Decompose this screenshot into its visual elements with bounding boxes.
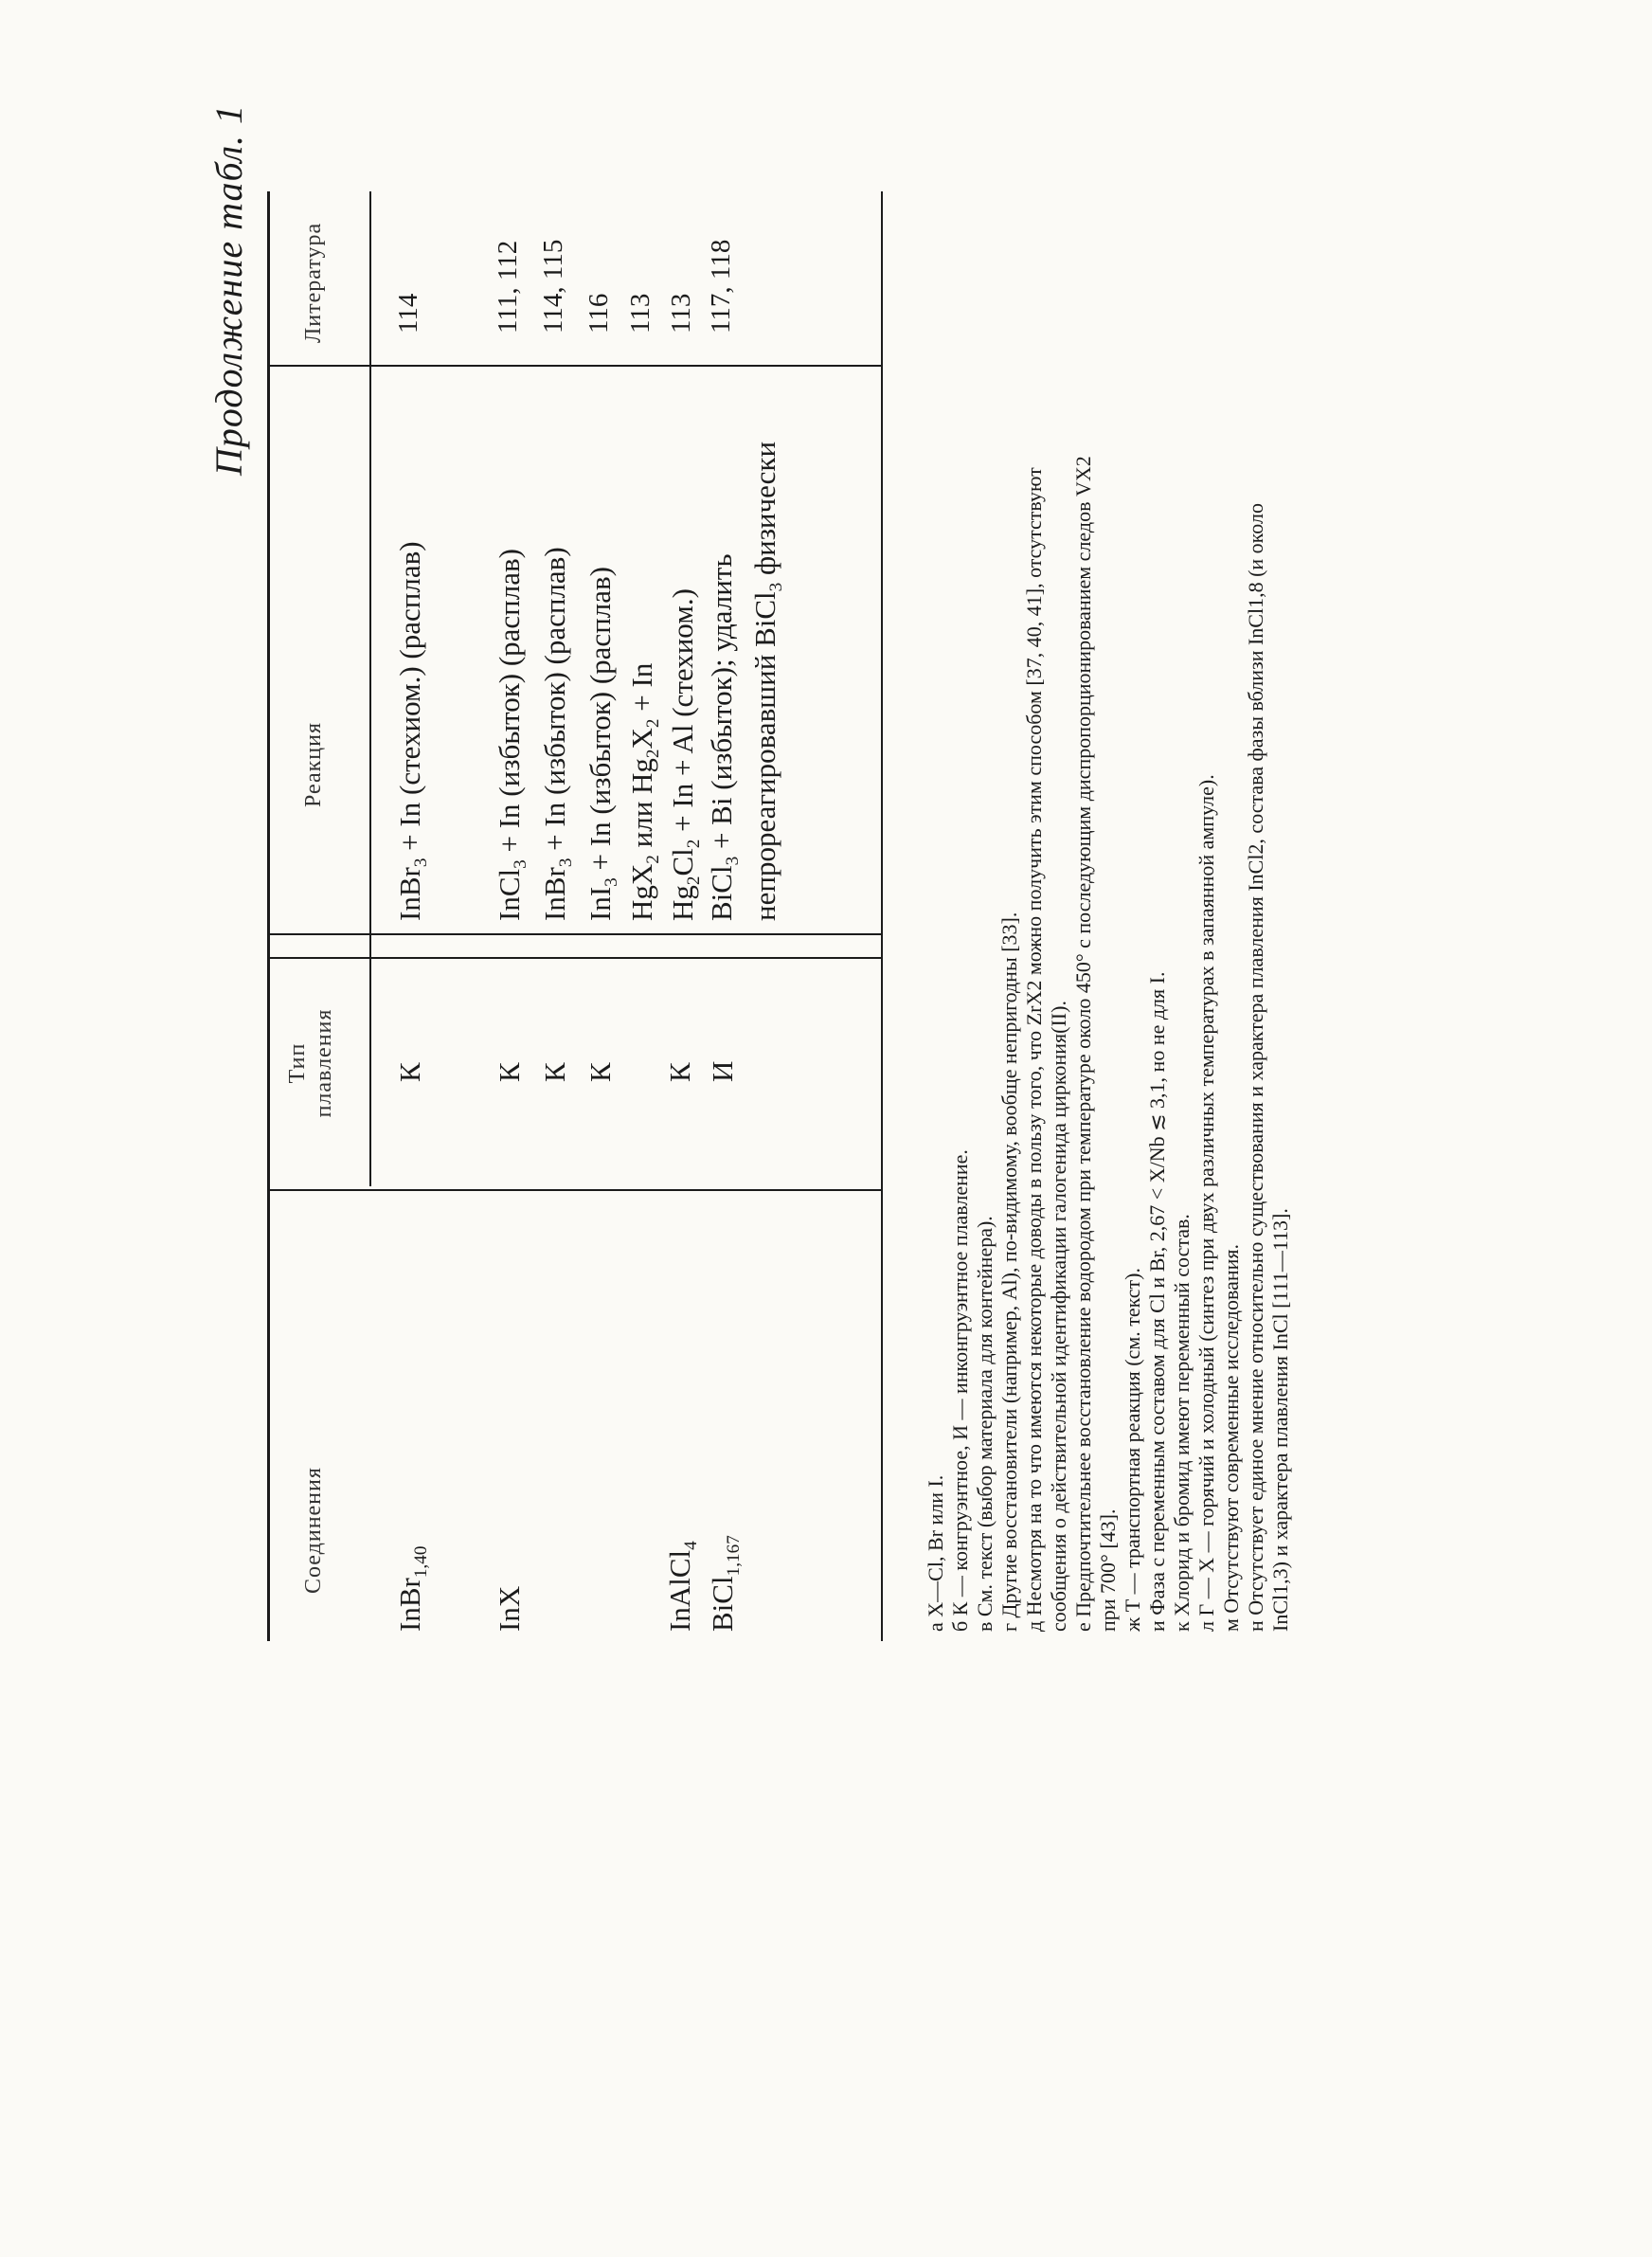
reaction-row-7: BiCl$_3$ + Bi (избыток); удалить непрореагировавший BiCl$_3$ физически [705, 441, 787, 921]
footnote-e-cont: при 700° [43]. [1096, 1508, 1120, 1632]
reaction-row-5: HgX$_2$ или $Hg_2X_2 + In$ [625, 662, 664, 921]
lit-row-3: 114, 115 [538, 239, 568, 334]
col-divider-type [267, 957, 883, 959]
footnote-g: г Другие восстановители (например, Al), по-видимому, вообще непригодны [33]. [997, 912, 1021, 1632]
col-divider-reaction-left [267, 933, 883, 935]
compound-bicl167: BiCl$_{1,167}$ [706, 1535, 745, 1632]
lit-row-2: 111, 112 [493, 240, 523, 334]
footnote-i: и Фаза с переменным составом для Cl и Br, 2,67 < X/Nb ≲ 3,1, но не для I. [1145, 971, 1169, 1632]
type-row-4: К [584, 1062, 617, 1082]
type-row-3: К [538, 1062, 571, 1082]
lit-row-7: 117, 118 [706, 239, 736, 334]
lit-row-4: 116 [584, 293, 614, 334]
footnote-l: л Г — X — горячий и холодный (синтез при двух различных температурах в запаянной ампуле). [1194, 774, 1218, 1632]
header-melting-type: Тип плавления [285, 1008, 336, 1118]
footnote-zh: ж Т — транспортная реакция (см. текст). [1121, 1268, 1144, 1632]
type-row-6: К [663, 1062, 696, 1082]
compound-inx: InX [493, 1585, 526, 1632]
header-reaction: Реакция [301, 721, 326, 807]
footnotes [924, 97, 1293, 1632]
lit-row-5: 113 [625, 293, 655, 334]
reaction-row-1: InBr$_3$ + In (стехиом.) (расплав) [393, 541, 432, 921]
footnote-n-cont: InCl1,3) и характера плавления InCl [111—113]. [1268, 1208, 1292, 1632]
footnote-v: в См. текст (выбор материала для контейнера). [973, 1216, 997, 1632]
header-literature: Литература [301, 222, 326, 343]
col-divider-reaction [267, 365, 883, 367]
reaction-row-3: InBr$_3$ + In (избыток) (расплав) [538, 547, 577, 921]
footnote-a: а X—Cl, Br или I. [924, 1474, 947, 1632]
footnote-k: к Хлорид и бромид имеют переменный состав. [1170, 1214, 1194, 1632]
compound-inalcl4: InAlCl$_4$ [663, 1541, 702, 1632]
continuation-title: Продолжение табл. 1 [207, 103, 250, 476]
type-row-7: И [706, 1060, 739, 1082]
col-divider-compound [267, 1189, 883, 1191]
type-row-1: К [393, 1062, 426, 1082]
type-row-2: К [493, 1062, 526, 1082]
lit-row-1: 114 [393, 293, 423, 334]
footnote-e: е Предпочтительнее восстановление водородом при температуре около 450° с последующим диспропорционированием следов VX2 [1071, 456, 1095, 1632]
lit-row-6: 113 [666, 293, 696, 334]
reaction-row-6: $Hg_2Cl_2 + In + Al$ (стехиом.) [666, 588, 705, 921]
table-bottom-rule [881, 191, 883, 1641]
reaction-row-4: InI$_3$ + In (избыток) (расплав) [584, 567, 622, 921]
table-top-rule [267, 191, 270, 1641]
header-rule-right [369, 191, 371, 1186]
compound-inbr140: InBr$_{1,40}$ [393, 1545, 432, 1632]
header-compound: Соединения [301, 1467, 326, 1594]
footnote-n: н Отсутствует единое мнение относительно существования и характера плавления InCl2, состава фазы вблизи InCl1,8 (и около [1244, 503, 1267, 1632]
footnote-d-cont: сообщения о действительной идентификации галогенида циркония(II). [1047, 1001, 1070, 1632]
footnote-d: д Несмотря на то что имеются некоторые доводы в пользу того, что ZrX2 можно получить этим способом [37, 40, 41], отсутствуют [1022, 467, 1046, 1632]
footnote-b: б К — конгруэнтное, И — инконгруэнтное плавление. [948, 1149, 972, 1632]
reaction-row-2: InCl$_3$ + In (избыток) (расплав) [493, 549, 531, 921]
footnote-m: м Отсутствуют современные исследования. [1219, 1244, 1243, 1632]
